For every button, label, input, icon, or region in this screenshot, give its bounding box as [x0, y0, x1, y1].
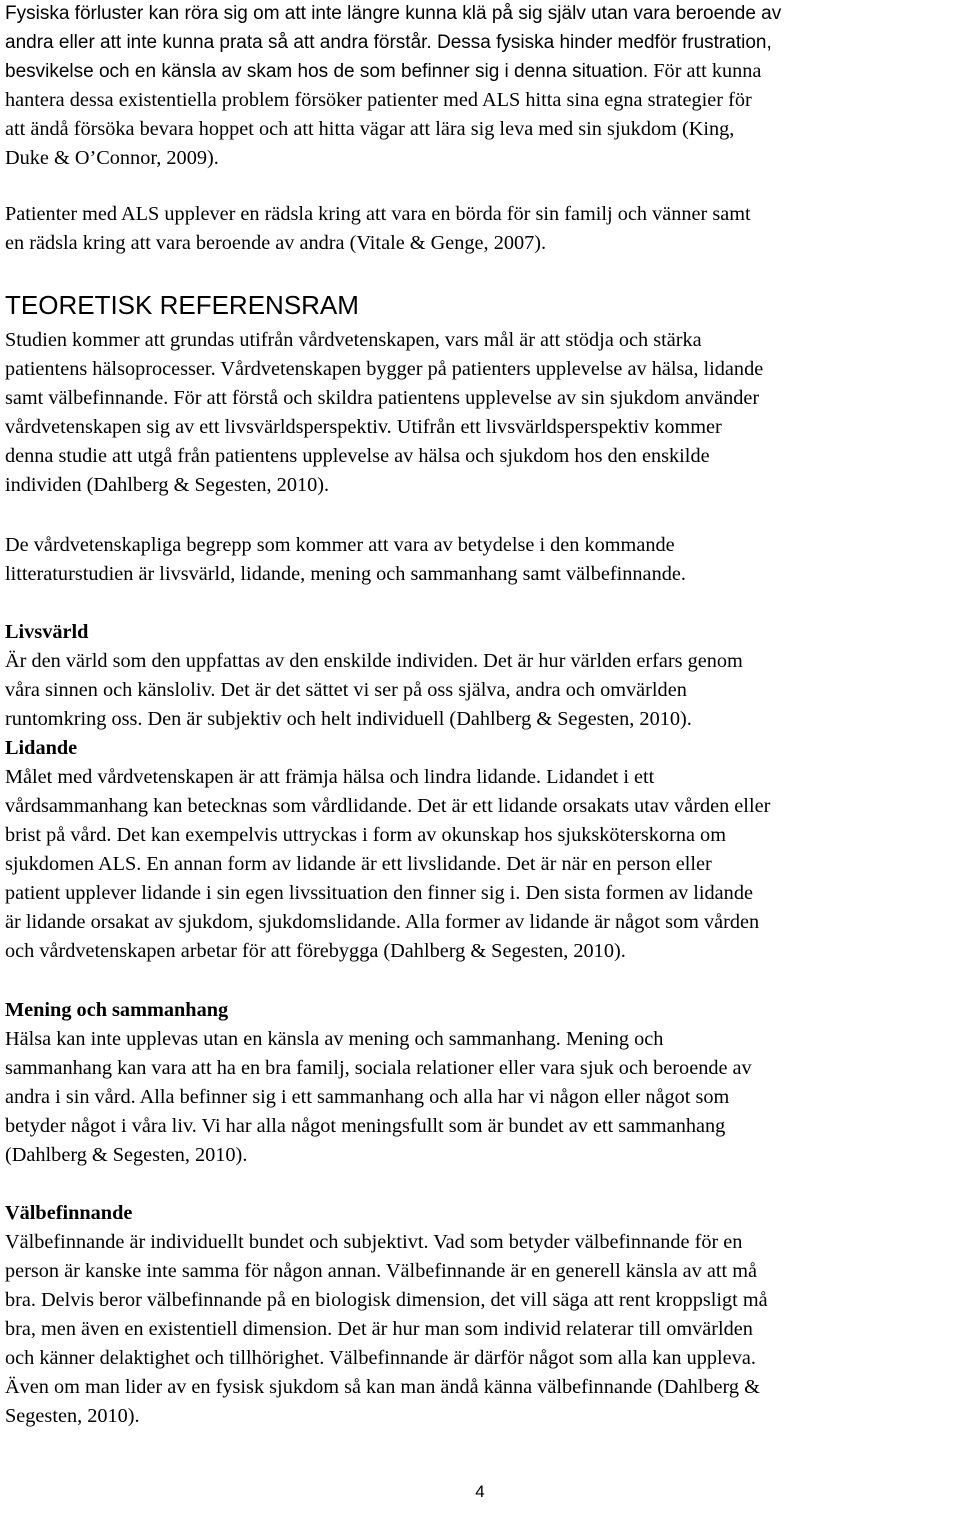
text-line: Patienter med ALS upplever en rädsla kring att vara en börda för sin familj och vänner samt: [5, 203, 751, 225]
text-line: samt välbefinnande. För att förstå och skildra patientens upplevelse av sin sjukdom använder: [5, 387, 760, 409]
text-line: Duke & O’Connor, 2009).: [5, 147, 219, 169]
subheading-valbefinnande: Välbefinnande: [5, 1202, 133, 1224]
subheading-lidande: Lidande: [5, 737, 78, 759]
text-line: andra i sin vård. Alla befinner sig i ett sammanhang och alla har vi någon eller något som: [5, 1086, 730, 1108]
text-line: att ändå försöka bevara hoppet och att hitta vägar att lära sig leva med sin sjukdom (King,: [5, 118, 735, 140]
text-line: Studien kommer att grundas utifrån vårdvetenskapen, vars mål är att stödja och stärka: [5, 329, 702, 351]
text-segment: För att kunna: [648, 60, 762, 82]
subheading-mening: Mening och sammanhang: [5, 999, 229, 1021]
section-lidande: [5, 734, 770, 966]
section-valbefinnande: [5, 1199, 768, 1431]
text-line: Målet med vårdvetenskapen är att främja hälsa och lindra lidande. Lidandet i ett: [5, 766, 655, 788]
text-line: vårdsammanhang kan betecknas som vårdlidande. Det är ett lidande orsakats utav vården eller: [5, 795, 771, 817]
text-line: är lidande orsakat av sjukdom, sjukdomslidande. Alla former av lidande är något som vården: [5, 911, 760, 933]
text-line-mixed: [5, 57, 781, 86]
text-line: patient upplever lidande i sin egen livssituation den finner sig i. Den sista formen av lidande: [5, 882, 753, 904]
text-line: våra sinnen och känsloliv. Det är det sättet vi ser på oss själva, andra och omvärlden: [5, 679, 687, 701]
text-line: och vårdvetenskapen arbetar för att förebygga (Dahlberg & Segesten, 2010).: [5, 940, 626, 962]
intro-paragraph-2: [5, 200, 751, 258]
text-line: De vårdvetenskapliga begrepp som kommer att vara av betydelse i den kommande: [5, 534, 675, 556]
intro-paragraph-1: [5, 0, 781, 173]
text-line: Segesten, 2010).: [5, 1405, 140, 1427]
section-livsvarld: [5, 618, 743, 734]
text-line: (Dahlberg & Segesten, 2010).: [5, 1144, 248, 1166]
text-line: Välbefinnande är individuellt bundet och subjektivt. Vad som betyder välbefinnande för en: [5, 1231, 743, 1253]
text-line: sjukdomen ALS. En annan form av lidande är ett livslidande. Det är när en person eller: [5, 853, 712, 875]
text-line: bra, men även en existentiell dimension. Det är hur man som individ relaterar till omvärlden: [5, 1318, 753, 1340]
theory-paragraph-1: [5, 326, 763, 500]
section-mening: [5, 996, 752, 1170]
theory-paragraph-2: [5, 531, 686, 589]
text-line: Även om man lider av en fysisk sjukdom så kan man ändå känna välbefinnande (Dahlberg &: [5, 1376, 760, 1398]
text-line: bra. Delvis beror välbefinnande på en biologisk dimension, det vill säga att rent kroppsligt må: [5, 1289, 768, 1311]
text-line: hantera dessa existentiella problem försöker patienter med ALS hitta sina egna strategier för: [5, 89, 752, 111]
section-heading-theory: TEORETISK REFERENSRAM: [5, 290, 359, 320]
text-line: och känner delaktighet och tillhörighet. Välbefinnande är därför något som alla kan uppleva.: [5, 1347, 756, 1369]
text-line: runtomkring oss. Den är subjektiv och helt individuell (Dahlberg & Segesten, 2010).: [5, 708, 692, 730]
text-line: Fysiska förluster kan röra sig om att inte längre kunna klä på sig själv utan vara beroende av: [5, 3, 782, 24]
text-line: person är kanske inte samma för någon annan. Välbefinnande är en generell känsla av att må: [5, 1260, 757, 1282]
text-line: denna studie att utgå från patientens upplevelse av hälsa och sjukdom hos den enskilde: [5, 445, 710, 467]
text-line: patientens hälsoprocesser. Vårdvetenskapen bygger på patienters upplevelse av hälsa, lidande: [5, 358, 764, 380]
text-segment: besvikelse och en känsla av skam hos de som befinner sig i denna situation.: [5, 61, 649, 82]
text-line: Hälsa kan inte upplevas utan en känsla av mening och sammanhang. Mening och: [5, 1028, 664, 1050]
subheading-livsvarld: Livsvärld: [5, 621, 89, 643]
text-line: sammanhang kan vara att ha en bra familj, sociala relationer eller vara sjuk och beroende av: [5, 1057, 752, 1079]
text-line: brist på vård. Det kan exempelvis uttryckas i form av okunskap hos sjuksköterskorna om: [5, 824, 726, 846]
text-line: betyder något i våra liv. Vi har alla något meningsfullt som är bundet av ett sammanhang: [5, 1115, 726, 1137]
text-line: andra eller att inte kunna prata så att andra förstår. Dessa fysiska hinder medför frustration,: [5, 32, 772, 53]
page-number: 4: [475, 1482, 485, 1501]
text-line: individen (Dahlberg & Segesten, 2010).: [5, 474, 330, 496]
text-line: en rädsla kring att vara beroende av andra (Vitale & Genge, 2007).: [5, 232, 547, 254]
text-line: Är den värld som den uppfattas av den enskilde individen. Det är hur världen erfars genom: [5, 650, 743, 672]
text-line: litteraturstudien är livsvärld, lidande, mening och sammanhang samt välbefinnande.: [5, 563, 686, 585]
text-line: vårdvetenskapen sig av ett livsvärldsperspektiv. Utifrån ett livsvärldsperspektiv kommer: [5, 416, 722, 438]
